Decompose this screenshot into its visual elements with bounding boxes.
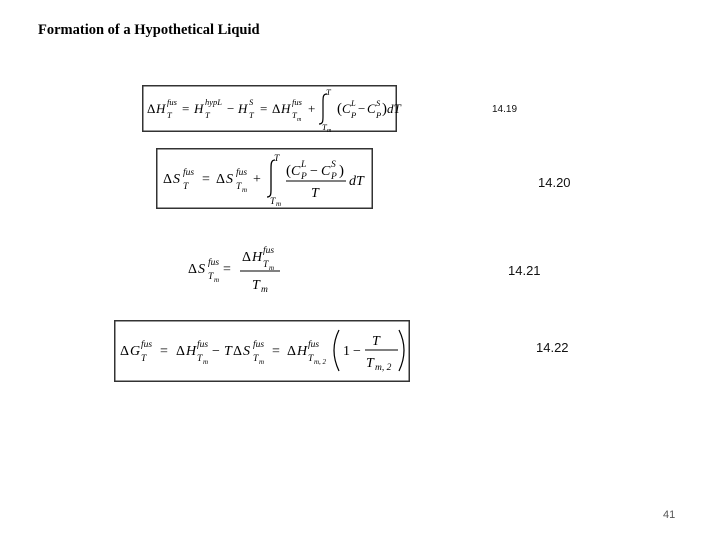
svg-text:H: H bbox=[186, 344, 197, 359]
svg-text:T: T bbox=[197, 354, 203, 364]
svg-text:T: T bbox=[167, 110, 172, 120]
svg-text:Δ: Δ bbox=[216, 172, 226, 187]
svg-text:H: H bbox=[194, 101, 204, 116]
svg-text:=: = bbox=[160, 344, 168, 359]
svg-text:): ) bbox=[339, 163, 344, 179]
svg-text:T: T bbox=[366, 356, 374, 371]
svg-text:T: T bbox=[308, 354, 314, 364]
svg-text:m: m bbox=[214, 276, 220, 284]
svg-text:Δ: Δ bbox=[272, 101, 281, 116]
svg-text:m: m bbox=[276, 200, 282, 208]
svg-text:−: − bbox=[212, 344, 220, 359]
svg-text:T: T bbox=[236, 182, 242, 192]
svg-text:T: T bbox=[270, 197, 276, 207]
svg-text:T: T bbox=[224, 344, 232, 359]
svg-text:m, 2: m, 2 bbox=[375, 363, 392, 373]
svg-text:T: T bbox=[253, 354, 259, 364]
svg-text:H: H bbox=[297, 344, 308, 359]
svg-text:H: H bbox=[252, 250, 263, 265]
svg-text:=: = bbox=[202, 172, 210, 187]
svg-text:=: = bbox=[223, 262, 231, 277]
svg-text:T: T bbox=[249, 110, 254, 120]
svg-text:fus: fus bbox=[208, 258, 220, 268]
svg-text:(: ( bbox=[286, 163, 291, 179]
svg-text:H: H bbox=[281, 101, 291, 116]
svg-text:hypL: hypL bbox=[205, 97, 222, 107]
svg-text:C: C bbox=[291, 164, 301, 179]
svg-text:H: H bbox=[156, 101, 166, 116]
svg-text:fus: fus bbox=[197, 340, 209, 350]
svg-text:Δ: Δ bbox=[188, 262, 198, 277]
equation-number-14-19: 14.19 bbox=[492, 104, 518, 115]
svg-text:=: = bbox=[182, 101, 190, 116]
svg-text:T: T bbox=[292, 110, 297, 120]
svg-text:m: m bbox=[261, 285, 268, 295]
svg-text:S: S bbox=[226, 172, 233, 187]
page-number: 41 bbox=[663, 509, 676, 521]
svg-text:T: T bbox=[311, 186, 319, 201]
svg-text:+: + bbox=[308, 101, 316, 116]
svg-text:S: S bbox=[331, 160, 336, 170]
svg-text:dT: dT bbox=[349, 174, 364, 189]
svg-text:=: = bbox=[272, 344, 280, 359]
svg-text:T: T bbox=[326, 87, 331, 97]
svg-text:T: T bbox=[205, 110, 210, 120]
svg-text:P: P bbox=[376, 110, 382, 120]
svg-text:fus: fus bbox=[183, 168, 195, 178]
svg-text:dT: dT bbox=[387, 101, 401, 116]
svg-text:Δ: Δ bbox=[242, 250, 252, 265]
svg-text:−: − bbox=[353, 344, 361, 359]
svg-text:S: S bbox=[173, 172, 180, 187]
svg-text:m: m bbox=[259, 358, 265, 366]
svg-text:(: ( bbox=[337, 101, 342, 117]
equation-14-21 bbox=[186, 240, 286, 296]
svg-text:T: T bbox=[141, 354, 147, 364]
equation-14-21-formula bbox=[186, 240, 286, 296]
svg-text:P: P bbox=[351, 110, 357, 120]
svg-text:T: T bbox=[252, 278, 260, 293]
svg-text:Δ: Δ bbox=[163, 172, 173, 187]
svg-text:m, 2: m, 2 bbox=[314, 358, 327, 366]
svg-text:P: P bbox=[301, 172, 307, 182]
svg-text:T: T bbox=[372, 334, 380, 349]
equation-number-14-20: 14.20 bbox=[538, 175, 571, 190]
svg-text:C: C bbox=[321, 164, 331, 179]
svg-text:Δ: Δ bbox=[233, 344, 243, 359]
equation-14-20-formula bbox=[156, 148, 373, 209]
svg-text:=: = bbox=[260, 101, 268, 116]
equation-14-22 bbox=[114, 320, 410, 382]
svg-text:): ) bbox=[382, 101, 387, 117]
svg-text:P: P bbox=[331, 172, 337, 182]
svg-text:1: 1 bbox=[343, 344, 350, 359]
equation-14-22-formula bbox=[114, 320, 410, 382]
svg-text:m: m bbox=[269, 264, 275, 272]
svg-text:m: m bbox=[327, 128, 332, 134]
svg-text:T: T bbox=[263, 260, 269, 270]
equation-14-20 bbox=[156, 148, 373, 209]
svg-text:Δ: Δ bbox=[287, 344, 297, 359]
svg-text:fus: fus bbox=[236, 168, 248, 178]
svg-text:−: − bbox=[310, 164, 318, 179]
svg-text:S: S bbox=[243, 344, 250, 359]
slide-title: Formation of a Hypothetical Liquid bbox=[38, 22, 260, 38]
svg-text:fus: fus bbox=[141, 340, 153, 350]
svg-text:L: L bbox=[351, 98, 356, 108]
svg-text:Δ: Δ bbox=[147, 101, 156, 116]
svg-text:fus: fus bbox=[253, 340, 265, 350]
svg-text:fus: fus bbox=[308, 340, 320, 350]
svg-text:S: S bbox=[376, 98, 381, 108]
equation-number-14-22: 14.22 bbox=[536, 340, 569, 355]
svg-text:m: m bbox=[297, 117, 302, 123]
svg-text:H: H bbox=[238, 101, 248, 116]
svg-text:T: T bbox=[208, 272, 214, 282]
svg-text:T: T bbox=[322, 122, 327, 132]
equation-number-14-21: 14.21 bbox=[508, 263, 541, 278]
svg-text:L: L bbox=[301, 160, 307, 170]
equation-14-19-formula bbox=[142, 85, 401, 134]
svg-text:−: − bbox=[358, 101, 366, 116]
svg-text:G: G bbox=[130, 344, 141, 359]
svg-text:S: S bbox=[249, 97, 254, 107]
svg-text:S: S bbox=[198, 262, 205, 277]
svg-text:m: m bbox=[242, 186, 248, 194]
svg-text:C: C bbox=[342, 101, 351, 116]
equation-14-19 bbox=[142, 85, 401, 134]
svg-text:m: m bbox=[203, 358, 209, 366]
svg-text:C: C bbox=[367, 101, 376, 116]
svg-text:T: T bbox=[274, 154, 280, 164]
svg-text:Δ: Δ bbox=[176, 344, 186, 359]
svg-text:fus: fus bbox=[263, 246, 275, 256]
svg-text:T: T bbox=[183, 182, 189, 192]
svg-text:fus: fus bbox=[167, 97, 177, 107]
svg-text:fus: fus bbox=[292, 97, 302, 107]
svg-text:Δ: Δ bbox=[120, 344, 130, 359]
svg-text:+: + bbox=[253, 172, 261, 187]
svg-text:−: − bbox=[227, 101, 235, 116]
